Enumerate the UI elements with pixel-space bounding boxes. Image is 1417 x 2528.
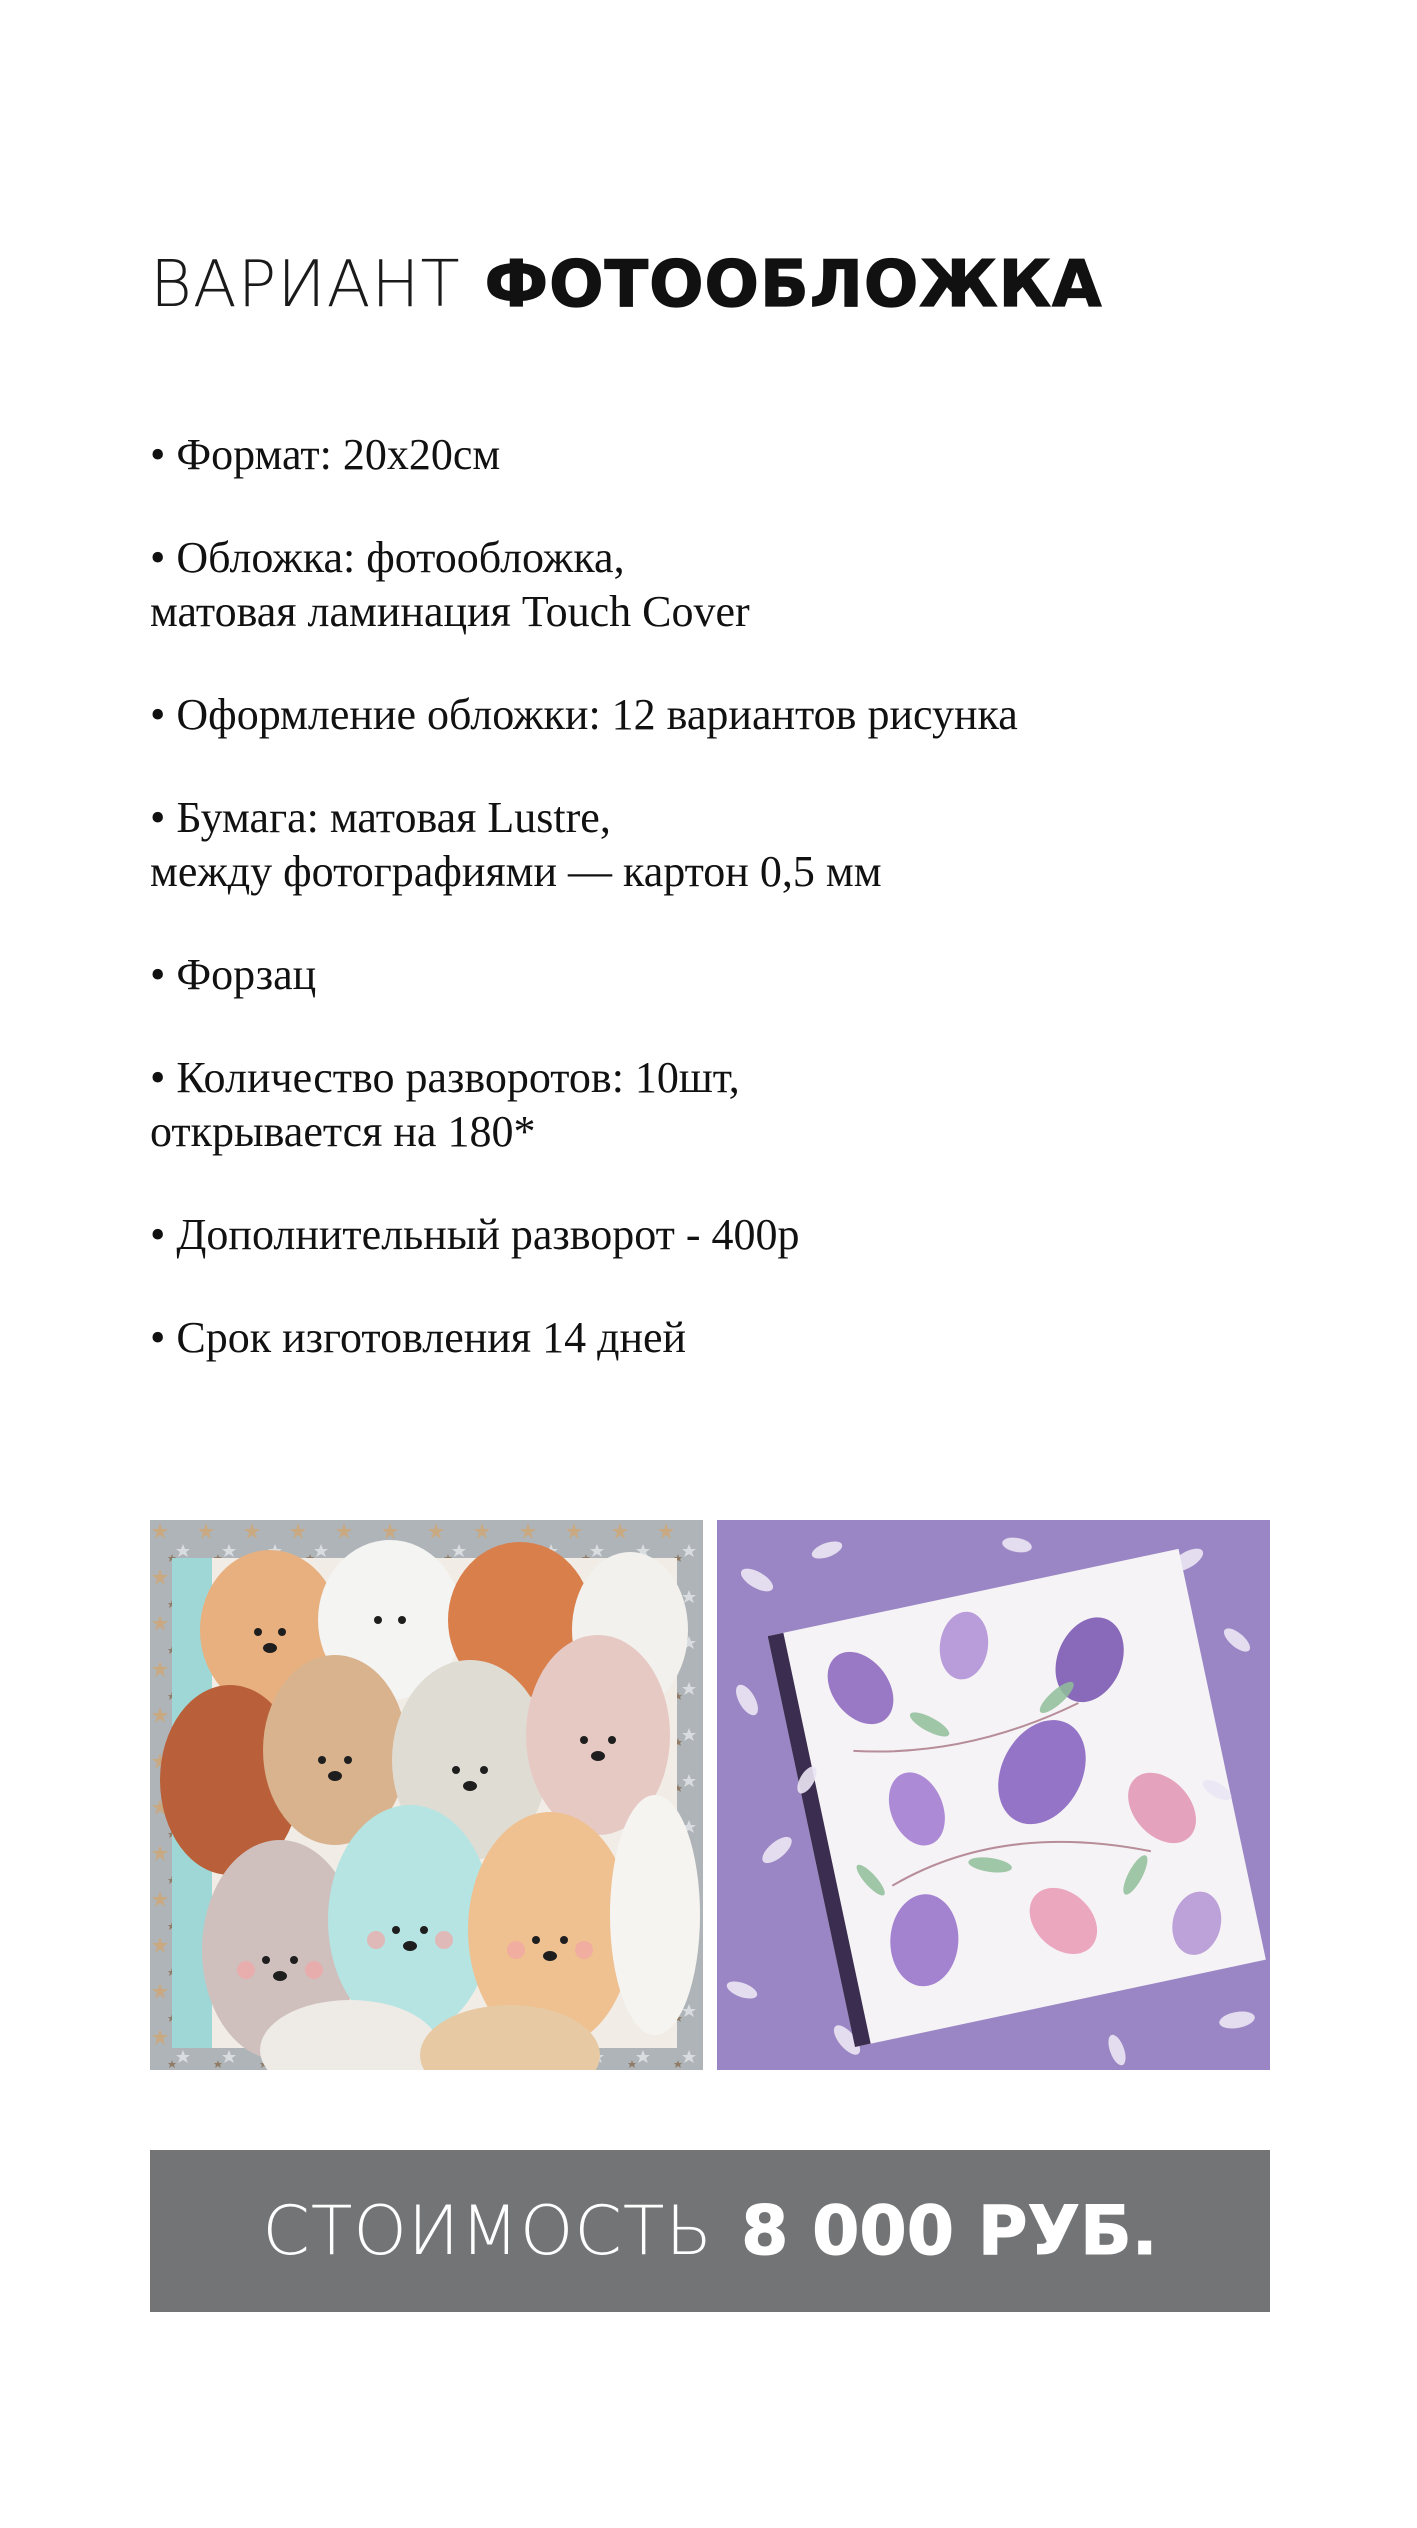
spec-endpaper: • Форзац bbox=[150, 950, 317, 999]
page-title bbox=[150, 245, 1102, 325]
spec-paper: • Бумага: матовая Lustre, между фотографиями — картон 0,5 мм bbox=[150, 793, 882, 896]
title-variant-name: ФОТООБЛОЖКА bbox=[484, 248, 1103, 322]
bears-cover-photo bbox=[150, 1520, 703, 2070]
photo-gallery bbox=[150, 1520, 1270, 2070]
floral-cover-photo bbox=[717, 1520, 1270, 2070]
title-variant-label: ВАРИАНТ bbox=[150, 248, 461, 322]
spec-list bbox=[150, 428, 1300, 1414]
spec-extra-spread: • Дополнительный разворот - 400р bbox=[150, 1210, 800, 1259]
price-value: 8 000 РУБ. bbox=[741, 2191, 1158, 2271]
price-bar bbox=[150, 2150, 1270, 2312]
price-label: СТОИМОСТЬ bbox=[262, 2191, 714, 2271]
spec-cover-design: • Оформление обложки: 12 вариантов рисунка bbox=[150, 690, 1018, 739]
spec-format: • Формат: 20х20см bbox=[150, 430, 501, 479]
spec-cover: • Обложка: фотообложка, матовая ламинация Touch Cover bbox=[150, 533, 750, 636]
spec-production-time: • Срок изготовления 14 дней bbox=[150, 1313, 687, 1362]
spec-spreads: • Количество разворотов: 10шт, открывается на 180* bbox=[150, 1053, 740, 1156]
